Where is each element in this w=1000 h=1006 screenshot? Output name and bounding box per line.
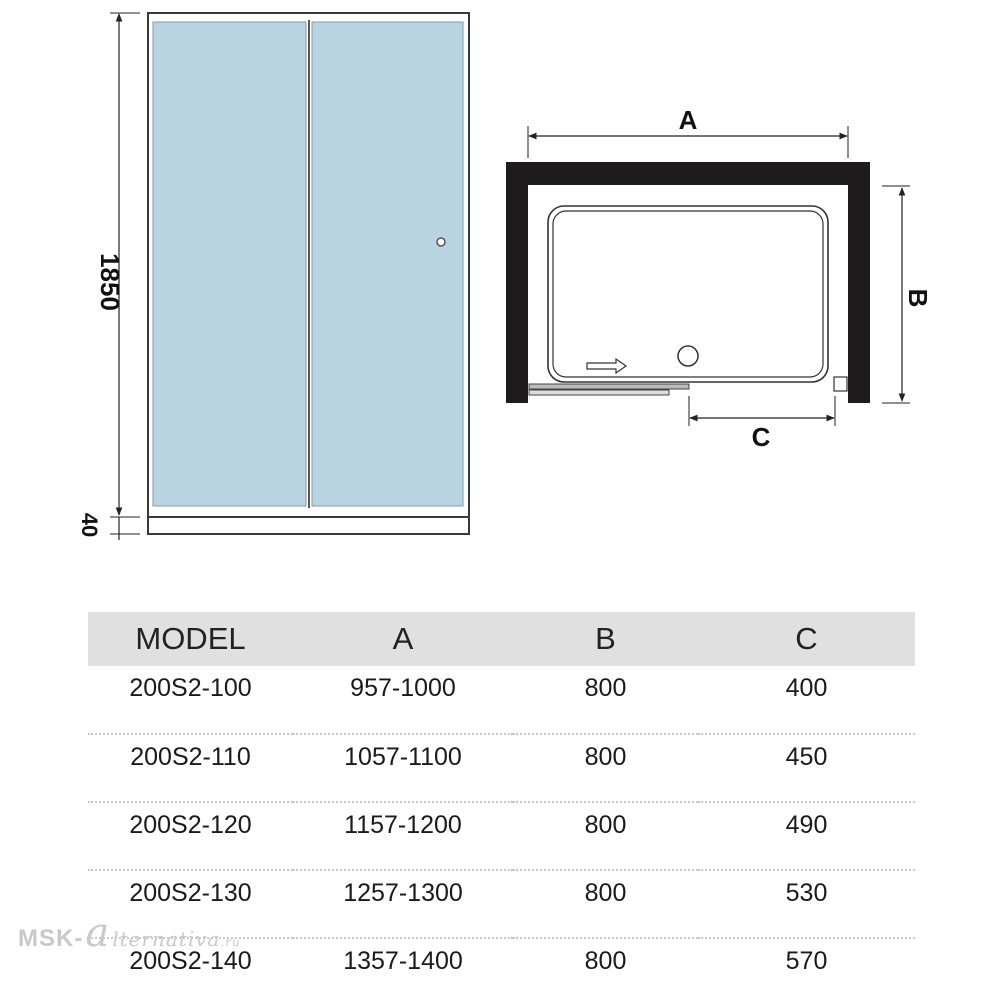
- cell-b: 800: [513, 734, 698, 802]
- plan-door-rail-sliding: [529, 390, 669, 395]
- cell-b: 800: [513, 802, 698, 870]
- fixed-glass-panel: [153, 22, 306, 506]
- dim-c-label: C: [751, 422, 771, 452]
- cell-c: 490: [698, 802, 915, 870]
- cell-model: 200S2-110: [88, 734, 293, 802]
- cell-c: 570: [785, 947, 828, 975]
- cell-b: 800: [584, 947, 627, 975]
- header-b: B: [513, 612, 698, 666]
- cell-model: 200S2-140: [129, 947, 252, 975]
- watermark-prefix: MSK-: [18, 925, 84, 952]
- cell-a: 1357-1400: [343, 947, 463, 975]
- cell-a: 1057-1100: [293, 734, 513, 802]
- table-row: [88, 802, 915, 870]
- cell-a: 1157-1200: [293, 802, 513, 870]
- watermark-tld: .ru: [220, 935, 241, 949]
- header-model: MODEL: [88, 612, 293, 666]
- table-row: [88, 734, 915, 802]
- sliding-glass-panel: [312, 22, 463, 506]
- height-label: 1850: [95, 253, 125, 311]
- cell-a: 957-1000: [293, 666, 513, 734]
- table-header-row: [88, 612, 915, 666]
- cell-b: 800: [513, 870, 698, 938]
- plan-door-rail-fixed: [529, 384, 689, 389]
- watermark-initial: a: [85, 910, 111, 956]
- shower-tray-base: [148, 517, 469, 534]
- drain-icon: [678, 346, 698, 366]
- cell-model: 200S2-120: [88, 802, 293, 870]
- table-row: [88, 666, 915, 734]
- cell-a: 1257-1300: [293, 870, 513, 938]
- watermark: [18, 910, 241, 956]
- base-label: 40: [77, 512, 102, 538]
- cell-c: 400: [698, 666, 915, 734]
- door-handle: [437, 238, 445, 246]
- watermark-rest: lternativa: [112, 927, 221, 951]
- cell-c: 450: [698, 734, 915, 802]
- header-c: C: [698, 612, 915, 666]
- cell-model: 200S2-130: [88, 870, 293, 938]
- cell-b: 800: [513, 666, 698, 734]
- cell-c: 530: [698, 870, 915, 938]
- header-a: A: [293, 612, 513, 666]
- front-elevation: [77, 13, 469, 540]
- dim-b-label: B: [903, 288, 933, 308]
- plan-view: [506, 105, 933, 452]
- plan-door-stop: [834, 377, 847, 391]
- cell-model: 200S2-100: [88, 666, 293, 734]
- dim-a-label: A: [678, 105, 698, 135]
